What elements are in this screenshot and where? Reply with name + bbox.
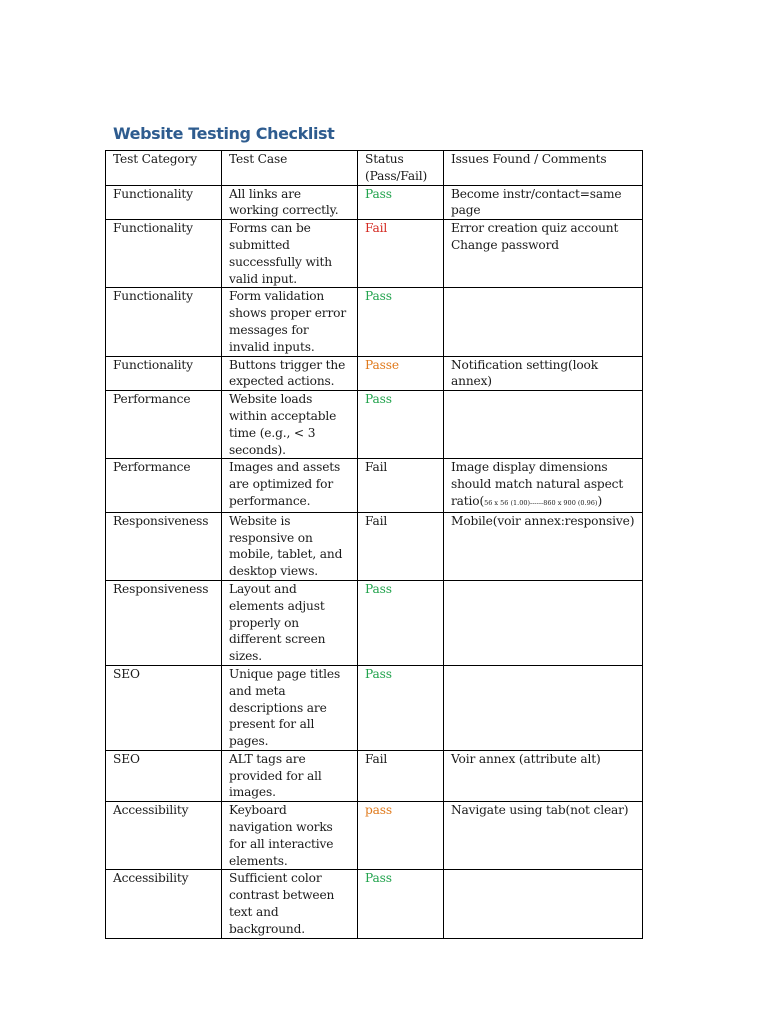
cell-status: Fail: [358, 512, 444, 580]
document-title: Website Testing Checklist: [113, 124, 335, 143]
cell-category: Responsiveness: [106, 512, 222, 580]
cell-test-case: ALT tags are provided for all images.: [222, 750, 358, 801]
cell-status: Pass: [358, 288, 444, 356]
cell-category: Performance: [106, 459, 222, 512]
cell-comment: Voir annex (attribute alt): [444, 750, 643, 801]
cell-comment: Navigate using tab(not clear): [444, 802, 643, 870]
table-header-row: [106, 151, 643, 186]
table-row: [106, 870, 643, 938]
cell-status: Pass: [358, 185, 444, 220]
testing-checklist-table: [105, 150, 643, 939]
table-row: [106, 750, 643, 801]
cell-category: Functionality: [106, 288, 222, 356]
cell-status: Fail: [358, 750, 444, 801]
cell-category: Accessibility: [106, 802, 222, 870]
header-status: Status (Pass/Fail): [358, 151, 444, 186]
cell-test-case: Keyboard navigation works for all interactive elements.: [222, 802, 358, 870]
cell-category: Functionality: [106, 220, 222, 288]
cell-comment: [444, 665, 643, 750]
cell-status: Pass: [358, 580, 444, 665]
table-row: [106, 288, 643, 356]
cell-comment: Become instr/contact=same page: [444, 185, 643, 220]
table-row: [106, 391, 643, 459]
cell-category: Functionality: [106, 185, 222, 220]
cell-status: Pass: [358, 870, 444, 938]
aspect-ratio-note: 56 x 56 (1.00)------860 x 900 (0.96): [484, 498, 598, 507]
table-row: [106, 580, 643, 665]
cell-status: Pass: [358, 391, 444, 459]
cell-comment: [444, 391, 643, 459]
cell-test-case: Images and assets are optimized for performance.: [222, 459, 358, 512]
cell-test-case: All links are working correctly.: [222, 185, 358, 220]
table-row: [106, 665, 643, 750]
table-row: [106, 459, 643, 512]
cell-status: Fail: [358, 220, 444, 288]
cell-test-case: Website loads within acceptable time (e.g., < 3 seconds).: [222, 391, 358, 459]
cell-test-case: Form validation shows proper error messages for invalid inputs.: [222, 288, 358, 356]
cell-comment: [444, 220, 643, 288]
cell-test-case: Sufficient color contrast between text and background.: [222, 870, 358, 938]
cell-status: Fail: [358, 459, 444, 512]
comment-line: Error creation quiz account: [451, 221, 619, 236]
cell-category: SEO: [106, 750, 222, 801]
cell-test-case: Website is responsive on mobile, tablet, and desktop views.: [222, 512, 358, 580]
cell-test-case: Buttons trigger the expected actions.: [222, 356, 358, 391]
cell-category: Responsiveness: [106, 580, 222, 665]
cell-category: SEO: [106, 665, 222, 750]
table-row: [106, 185, 643, 220]
cell-test-case: Unique page titles and meta descriptions are present for all pages.: [222, 665, 358, 750]
cell-category: Performance: [106, 391, 222, 459]
header-test-category: Test Category: [106, 151, 222, 186]
cell-comment: [444, 288, 643, 356]
cell-status: pass: [358, 802, 444, 870]
table-row: [106, 220, 643, 288]
cell-category: Accessibility: [106, 870, 222, 938]
table-row: [106, 356, 643, 391]
header-comments: Issues Found / Comments: [444, 151, 643, 186]
table-row: [106, 802, 643, 870]
comment-text: Image display dimensions should match natural aspect ratio(: [451, 460, 624, 508]
cell-comment: [444, 459, 643, 512]
comment-close-paren: ): [597, 493, 603, 508]
header-test-case: Test Case: [222, 151, 358, 186]
cell-comment: [444, 870, 643, 938]
comment-line: Change password: [451, 237, 559, 252]
cell-status: Passe: [358, 356, 444, 391]
cell-status: Pass: [358, 665, 444, 750]
cell-comment: [444, 580, 643, 665]
cell-category: Functionality: [106, 356, 222, 391]
cell-test-case: Forms can be submitted successfully with valid input.: [222, 220, 358, 288]
cell-comment: Notification setting(look annex): [444, 356, 643, 391]
cell-comment: Mobile(voir annex:responsive): [444, 512, 643, 580]
cell-test-case: Layout and elements adjust properly on different screen sizes.: [222, 580, 358, 665]
table-row: [106, 512, 643, 580]
